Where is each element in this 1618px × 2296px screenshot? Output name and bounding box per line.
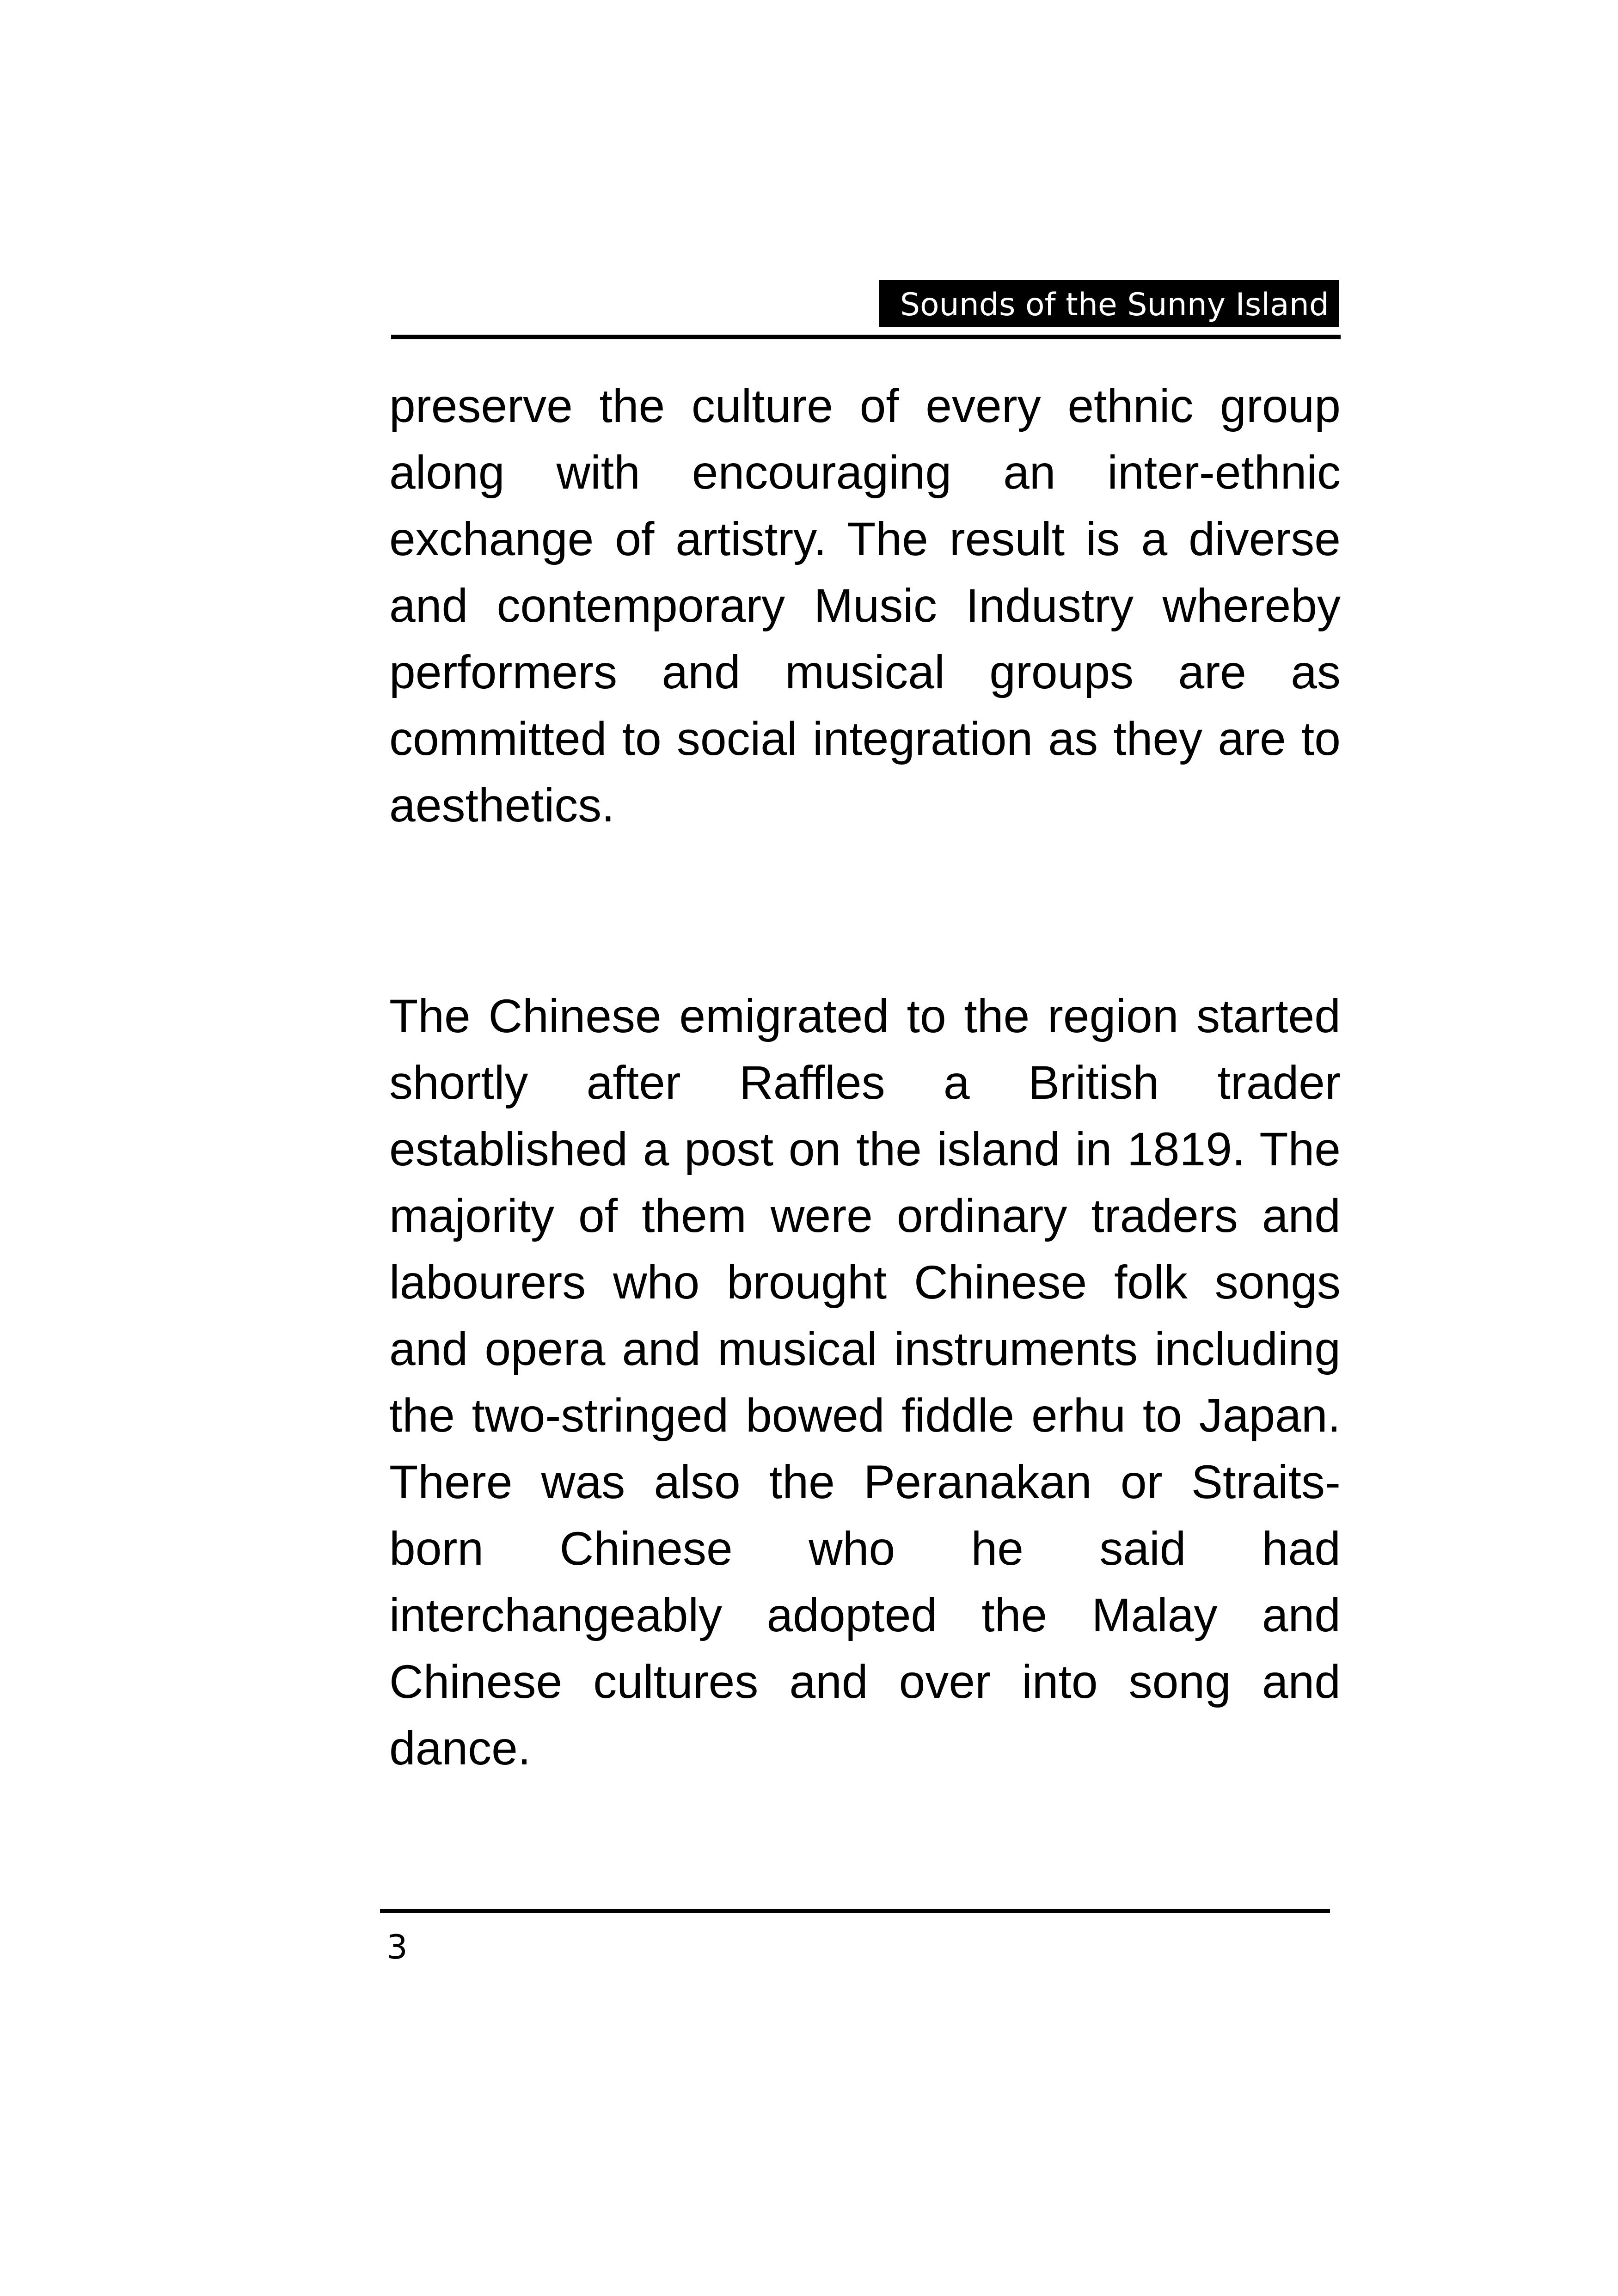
running-header-title: Sounds of the Sunny Island: [879, 280, 1339, 327]
body-paragraph-1: preserve the culture of every ethnic group along with encouraging an inter-ethnic exchange of artistry. The result is a diverse and contemporary Music Industry whereby performers and musical groups are as committed to social integration as they are to aesthetics.: [389, 380, 1341, 832]
body-paragraph-2: The Chinese emigrated to the region started shortly after Raffles a British trader established a post on the island in 1819. The majority of them were ordinary traders and labourers who brought Chinese folk songs and opera and musical instruments including the two-stringed bowed fiddle erhu to Japan. There was also the Peranakan or Straits-born Chinese who he said had interchangeably adopted the Malay and Chinese cultures and over into song and dance.: [389, 990, 1341, 1775]
page-number: 3: [386, 1928, 408, 1966]
footer-rule: [380, 1909, 1330, 1913]
header-rule: [391, 335, 1341, 339]
